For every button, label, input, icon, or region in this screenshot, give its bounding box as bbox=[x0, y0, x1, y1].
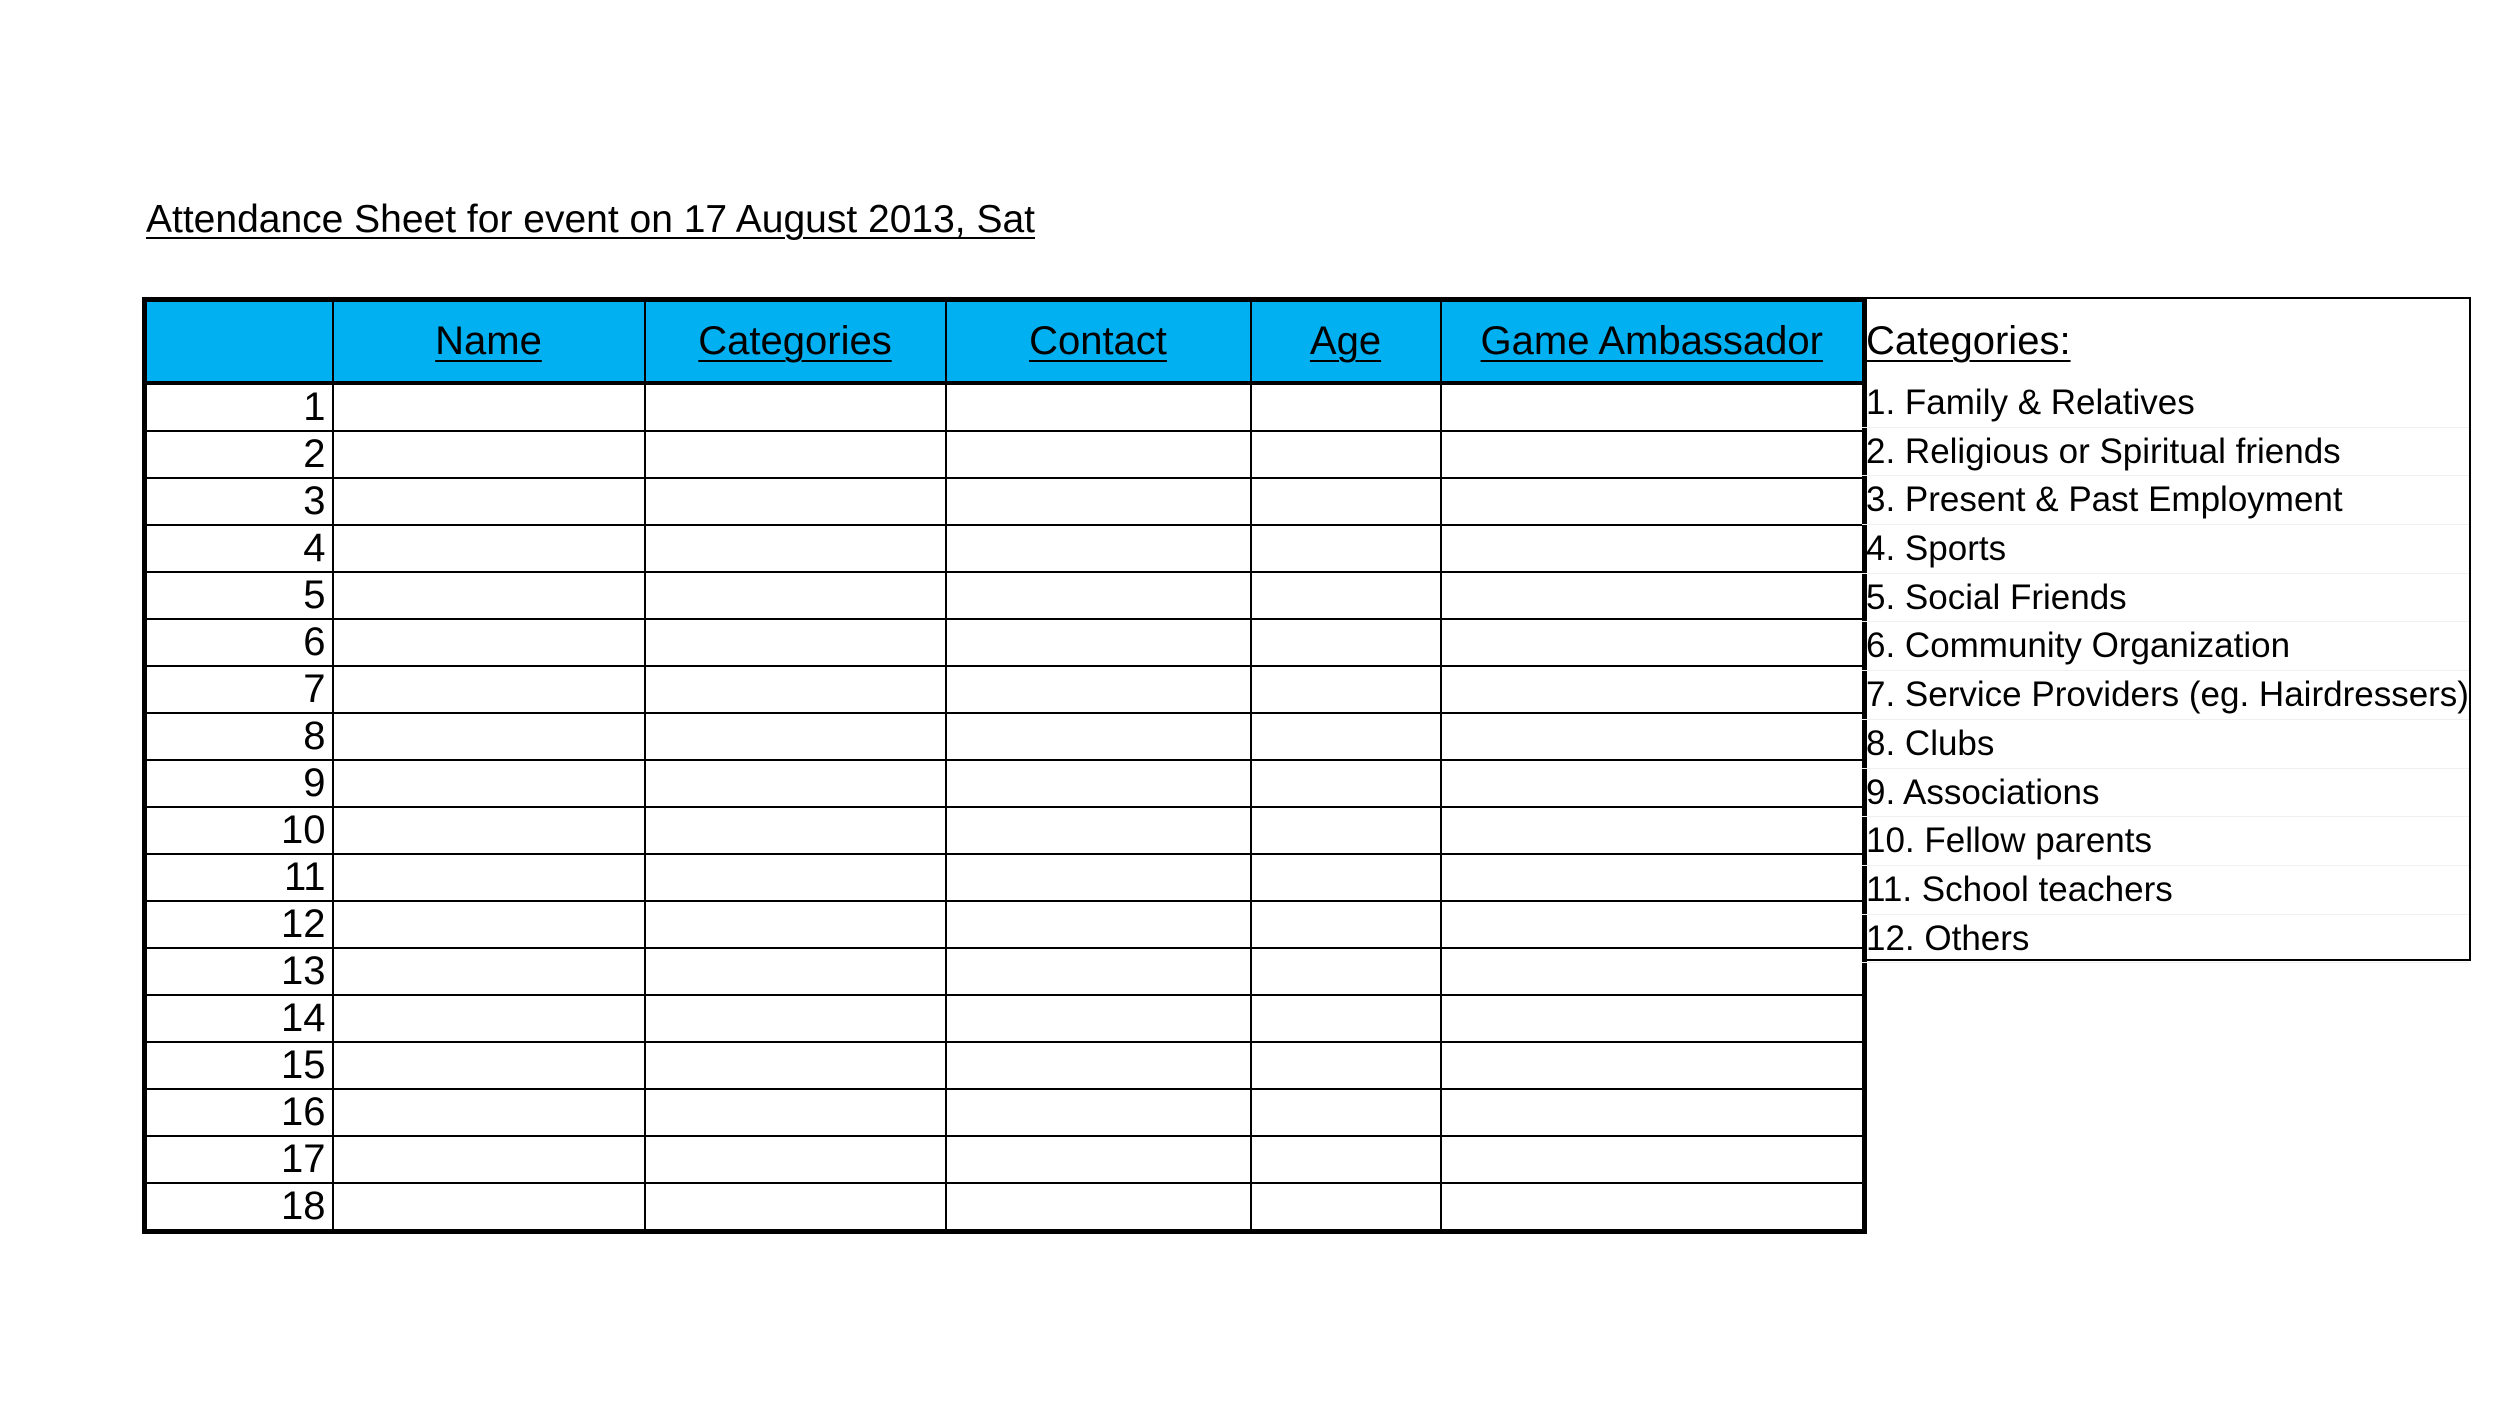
game-ambassador-cell[interactable] bbox=[1441, 478, 1865, 525]
legend-heading: Categories: bbox=[1866, 319, 2071, 363]
legend-item: 11. School teachers bbox=[1862, 866, 2469, 915]
row-number: 18 bbox=[145, 1183, 333, 1232]
game-ambassador-cell[interactable] bbox=[1441, 431, 1865, 478]
legend-item: 10. Fellow parents bbox=[1862, 817, 2469, 866]
name-cell[interactable] bbox=[333, 1136, 645, 1183]
legend-item: 4. Sports bbox=[1862, 525, 2469, 574]
age-cell[interactable] bbox=[1251, 995, 1441, 1042]
legend-item: 6. Community Organization bbox=[1862, 622, 2469, 671]
column-header-categories: Categories bbox=[645, 300, 946, 384]
name-cell[interactable] bbox=[333, 383, 645, 431]
game-ambassador-cell[interactable] bbox=[1441, 1136, 1865, 1183]
row-number: 9 bbox=[145, 760, 333, 807]
contact-cell[interactable] bbox=[946, 948, 1251, 995]
contact-cell[interactable] bbox=[946, 431, 1251, 478]
row-number: 16 bbox=[145, 1089, 333, 1136]
row-number: 13 bbox=[145, 948, 333, 995]
row-number: 8 bbox=[145, 713, 333, 760]
game-ambassador-cell[interactable] bbox=[1441, 1042, 1865, 1089]
contact-cell[interactable] bbox=[946, 854, 1251, 901]
legend-item: 2. Religious or Spiritual friends bbox=[1862, 428, 2469, 477]
name-cell[interactable] bbox=[333, 666, 645, 713]
legend-item: 5. Social Friends bbox=[1862, 574, 2469, 623]
name-cell[interactable] bbox=[333, 760, 645, 807]
row-number: 10 bbox=[145, 807, 333, 854]
column-header-contact: Contact bbox=[946, 300, 1251, 384]
table-row bbox=[145, 1183, 1865, 1232]
age-cell[interactable] bbox=[1251, 1042, 1441, 1089]
categories-cell[interactable] bbox=[645, 760, 946, 807]
game-ambassador-cell[interactable] bbox=[1441, 713, 1865, 760]
game-ambassador-cell[interactable] bbox=[1441, 948, 1865, 995]
table-row bbox=[145, 901, 1865, 948]
row-number: 7 bbox=[145, 666, 333, 713]
categories-cell[interactable] bbox=[645, 1089, 946, 1136]
game-ambassador-cell[interactable] bbox=[1441, 1183, 1865, 1232]
row-number: 5 bbox=[145, 572, 333, 619]
categories-cell[interactable] bbox=[645, 619, 946, 666]
name-cell[interactable] bbox=[333, 572, 645, 619]
row-number: 6 bbox=[145, 619, 333, 666]
game-ambassador-cell[interactable] bbox=[1441, 854, 1865, 901]
table-row bbox=[145, 760, 1865, 807]
table-row bbox=[145, 431, 1865, 478]
row-number: 14 bbox=[145, 995, 333, 1042]
table-row bbox=[145, 525, 1865, 572]
game-ambassador-cell[interactable] bbox=[1441, 619, 1865, 666]
age-cell[interactable] bbox=[1251, 854, 1441, 901]
categories-cell[interactable] bbox=[645, 995, 946, 1042]
row-number: 17 bbox=[145, 1136, 333, 1183]
categories-cell[interactable] bbox=[645, 572, 946, 619]
categories-cell[interactable] bbox=[645, 901, 946, 948]
table-row bbox=[145, 666, 1865, 713]
categories-cell[interactable] bbox=[645, 666, 946, 713]
categories-cell[interactable] bbox=[645, 1136, 946, 1183]
row-number: 12 bbox=[145, 901, 333, 948]
row-number: 3 bbox=[145, 478, 333, 525]
legend-item: 1. Family & Relatives bbox=[1862, 379, 2469, 428]
categories-cell[interactable] bbox=[645, 383, 946, 431]
legend-list bbox=[1862, 379, 2469, 963]
table-row bbox=[145, 807, 1865, 854]
contact-cell[interactable] bbox=[946, 666, 1251, 713]
age-cell[interactable] bbox=[1251, 572, 1441, 619]
name-cell[interactable] bbox=[333, 995, 645, 1042]
table-row bbox=[145, 572, 1865, 619]
attendance-table bbox=[142, 297, 1867, 1234]
game-ambassador-cell[interactable] bbox=[1441, 995, 1865, 1042]
name-cell[interactable] bbox=[333, 1089, 645, 1136]
table-header-row bbox=[145, 300, 1865, 384]
attendance-rows bbox=[145, 383, 1865, 1232]
game-ambassador-cell[interactable] bbox=[1441, 666, 1865, 713]
categories-cell[interactable] bbox=[645, 1042, 946, 1089]
game-ambassador-cell[interactable] bbox=[1441, 901, 1865, 948]
contact-cell[interactable] bbox=[946, 1183, 1251, 1232]
age-cell[interactable] bbox=[1251, 807, 1441, 854]
game-ambassador-cell[interactable] bbox=[1441, 760, 1865, 807]
name-cell[interactable] bbox=[333, 1042, 645, 1089]
name-cell[interactable] bbox=[333, 854, 645, 901]
contact-cell[interactable] bbox=[946, 1089, 1251, 1136]
name-cell[interactable] bbox=[333, 1183, 645, 1232]
contact-cell[interactable] bbox=[946, 525, 1251, 572]
contact-cell[interactable] bbox=[946, 713, 1251, 760]
contact-cell[interactable] bbox=[946, 901, 1251, 948]
table-row bbox=[145, 854, 1865, 901]
legend-item: 3. Present & Past Employment bbox=[1862, 476, 2469, 525]
name-cell[interactable] bbox=[333, 478, 645, 525]
table-row bbox=[145, 948, 1865, 995]
contact-cell[interactable] bbox=[946, 1136, 1251, 1183]
table-row bbox=[145, 1089, 1865, 1136]
age-cell[interactable] bbox=[1251, 525, 1441, 572]
legend-item: 7. Service Providers (eg. Hairdressers) bbox=[1862, 671, 2469, 720]
categories-cell[interactable] bbox=[645, 478, 946, 525]
legend-item: 8. Clubs bbox=[1862, 720, 2469, 769]
contact-cell[interactable] bbox=[946, 572, 1251, 619]
row-number: 2 bbox=[145, 431, 333, 478]
row-number: 15 bbox=[145, 1042, 333, 1089]
column-header-age: Age bbox=[1251, 300, 1441, 384]
game-ambassador-cell[interactable] bbox=[1441, 807, 1865, 854]
name-cell[interactable] bbox=[333, 431, 645, 478]
age-cell[interactable] bbox=[1251, 431, 1441, 478]
game-ambassador-cell[interactable] bbox=[1441, 383, 1865, 431]
contact-cell[interactable] bbox=[946, 760, 1251, 807]
name-cell[interactable] bbox=[333, 525, 645, 572]
age-cell[interactable] bbox=[1251, 1183, 1441, 1232]
categories-cell[interactable] bbox=[645, 431, 946, 478]
contact-cell[interactable] bbox=[946, 478, 1251, 525]
table-row bbox=[145, 713, 1865, 760]
table-row bbox=[145, 619, 1865, 666]
contact-cell[interactable] bbox=[946, 807, 1251, 854]
column-header-game-ambassador: Game Ambassador bbox=[1441, 300, 1865, 384]
age-cell[interactable] bbox=[1251, 948, 1441, 995]
name-cell[interactable] bbox=[333, 901, 645, 948]
game-ambassador-cell[interactable] bbox=[1441, 1089, 1865, 1136]
sheet-title: Attendance Sheet for event on 17 August 2013, Sat bbox=[146, 198, 1036, 241]
table-row bbox=[145, 1136, 1865, 1183]
name-cell[interactable] bbox=[333, 619, 645, 666]
age-cell[interactable] bbox=[1251, 619, 1441, 666]
age-cell[interactable] bbox=[1251, 1089, 1441, 1136]
name-cell[interactable] bbox=[333, 807, 645, 854]
column-header-number bbox=[145, 300, 333, 384]
legend-item: 9. Associations bbox=[1862, 769, 2469, 818]
age-cell[interactable] bbox=[1251, 1136, 1441, 1183]
contact-cell[interactable] bbox=[946, 995, 1251, 1042]
name-cell[interactable] bbox=[333, 948, 645, 995]
game-ambassador-cell[interactable] bbox=[1441, 572, 1865, 619]
age-cell[interactable] bbox=[1251, 713, 1441, 760]
contact-cell[interactable] bbox=[946, 383, 1251, 431]
categories-cell[interactable] bbox=[645, 807, 946, 854]
contact-cell[interactable] bbox=[946, 1042, 1251, 1089]
table-row bbox=[145, 1042, 1865, 1089]
table-row bbox=[145, 383, 1865, 431]
categories-legend bbox=[1862, 297, 2471, 961]
row-number: 11 bbox=[145, 854, 333, 901]
legend-item: 12. Others bbox=[1862, 915, 2469, 964]
table-row bbox=[145, 995, 1865, 1042]
table-row bbox=[145, 478, 1865, 525]
age-cell[interactable] bbox=[1251, 760, 1441, 807]
row-number: 1 bbox=[145, 383, 333, 431]
age-cell[interactable] bbox=[1251, 383, 1441, 431]
column-header-name: Name bbox=[333, 300, 645, 384]
age-cell[interactable] bbox=[1251, 666, 1441, 713]
game-ambassador-cell[interactable] bbox=[1441, 525, 1865, 572]
contact-cell[interactable] bbox=[946, 619, 1251, 666]
categories-cell[interactable] bbox=[645, 854, 946, 901]
categories-cell[interactable] bbox=[645, 713, 946, 760]
categories-cell[interactable] bbox=[645, 948, 946, 995]
row-number: 4 bbox=[145, 525, 333, 572]
age-cell[interactable] bbox=[1251, 901, 1441, 948]
age-cell[interactable] bbox=[1251, 478, 1441, 525]
categories-cell[interactable] bbox=[645, 1183, 946, 1232]
name-cell[interactable] bbox=[333, 713, 645, 760]
categories-cell[interactable] bbox=[645, 525, 946, 572]
